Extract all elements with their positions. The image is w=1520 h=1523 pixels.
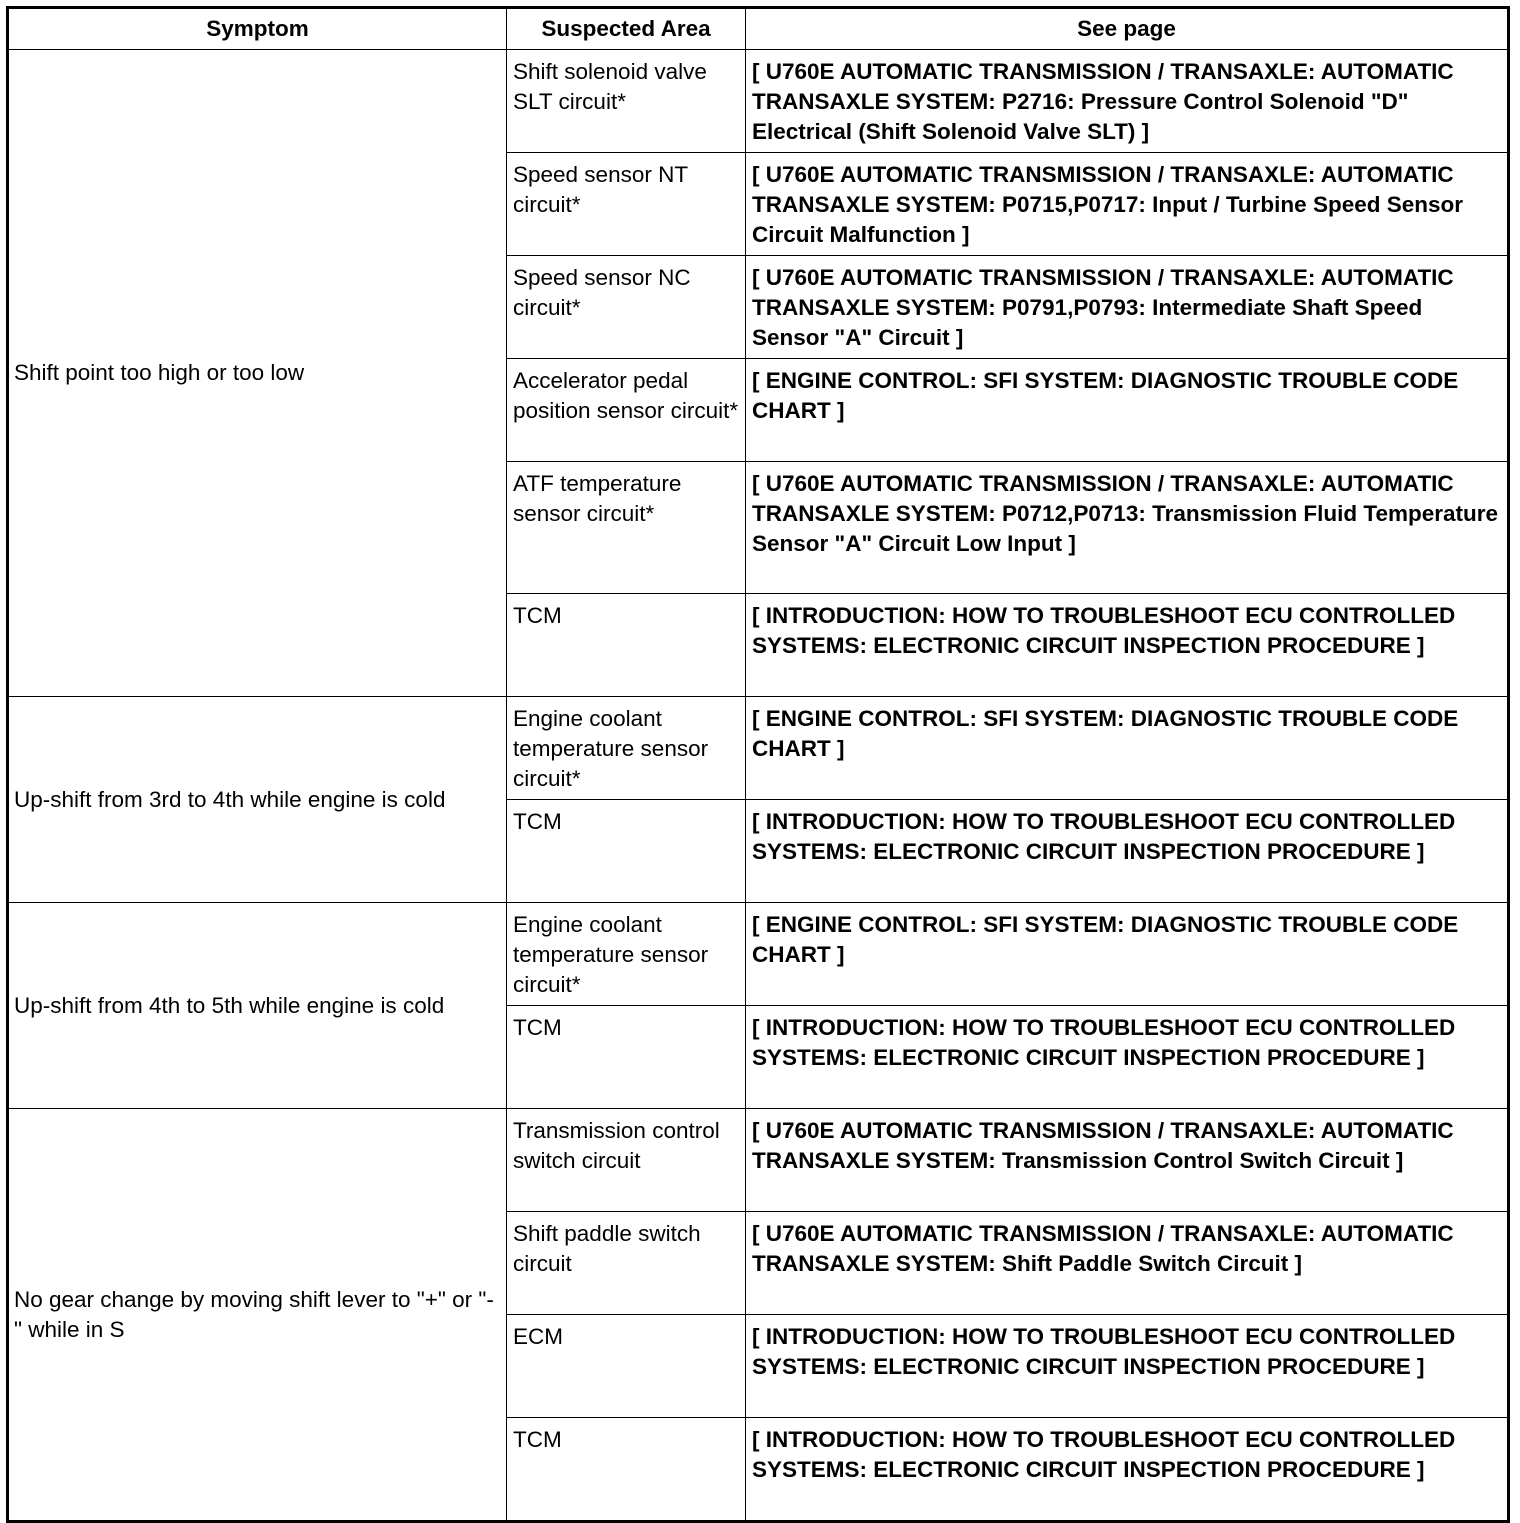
see-page-cell: [ U760E AUTOMATIC TRANSMISSION / TRANSAXLE: AUTOMATIC TRANSAXLE SYSTEM: P0712,P0713: Transmission Fluid Temperature Sensor "A" Circuit Low Input ] [746, 462, 1509, 594]
see-page-cell: [ U760E AUTOMATIC TRANSMISSION / TRANSAXLE: AUTOMATIC TRANSAXLE SYSTEM: Transmission Control Switch Circuit ] [746, 1109, 1509, 1212]
see-page-cell: [ INTRODUCTION: HOW TO TROUBLESHOOT ECU CONTROLLED SYSTEMS: ELECTRONIC CIRCUIT INSPECTION PROCEDURE ] [746, 1418, 1509, 1522]
see-page-cell: [ U760E AUTOMATIC TRANSMISSION / TRANSAXLE: AUTOMATIC TRANSAXLE SYSTEM: P2716: Pressure Control Solenoid "D" Electrical (Shift Solenoid Valve SLT) ] [746, 50, 1509, 153]
suspected-area-cell: ECM [507, 1315, 746, 1418]
symptom-cell: Up-shift from 4th to 5th while engine is cold [8, 903, 507, 1109]
symptom-cell: Shift point too high or too low [8, 50, 507, 697]
see-page-cell: [ ENGINE CONTROL: SFI SYSTEM: DIAGNOSTIC TROUBLE CODE CHART ] [746, 697, 1509, 800]
symptom-cell: Up-shift from 3rd to 4th while engine is cold [8, 697, 507, 903]
table-row [8, 1109, 1509, 1212]
see-page-cell: [ ENGINE CONTROL: SFI SYSTEM: DIAGNOSTIC TROUBLE CODE CHART ] [746, 903, 1509, 1006]
see-page-cell: [ ENGINE CONTROL: SFI SYSTEM: DIAGNOSTIC TROUBLE CODE CHART ] [746, 359, 1509, 462]
suspected-area-cell: Engine coolant temperature sensor circuit* [507, 903, 746, 1006]
suspected-area-cell: ATF temperature sensor circuit* [507, 462, 746, 594]
suspected-area-cell: Accelerator pedal position sensor circuit* [507, 359, 746, 462]
suspected-area-cell: Shift paddle switch circuit [507, 1212, 746, 1315]
see-page-cell: [ U760E AUTOMATIC TRANSMISSION / TRANSAXLE: AUTOMATIC TRANSAXLE SYSTEM: P0715,P0717: Input / Turbine Speed Sensor Circuit Malfunction ] [746, 153, 1509, 256]
see-page-cell: [ INTRODUCTION: HOW TO TROUBLESHOOT ECU CONTROLLED SYSTEMS: ELECTRONIC CIRCUIT INSPECTION PROCEDURE ] [746, 800, 1509, 903]
suspected-area-cell: TCM [507, 800, 746, 903]
suspected-area-cell: TCM [507, 1006, 746, 1109]
see-page-cell: [ U760E AUTOMATIC TRANSMISSION / TRANSAXLE: AUTOMATIC TRANSAXLE SYSTEM: Shift Paddle Switch Circuit ] [746, 1212, 1509, 1315]
suspected-area-cell: Engine coolant temperature sensor circuit* [507, 697, 746, 800]
suspected-area-cell: Transmission control switch circuit [507, 1109, 746, 1212]
suspected-area-cell: Speed sensor NC circuit* [507, 256, 746, 359]
symptom-cell: No gear change by moving shift lever to "+" or "-" while in S [8, 1109, 507, 1522]
see-page-cell: [ U760E AUTOMATIC TRANSMISSION / TRANSAXLE: AUTOMATIC TRANSAXLE SYSTEM: P0791,P0793: Intermediate Shaft Speed Sensor "A" Circuit ] [746, 256, 1509, 359]
header-symptom: Symptom [8, 8, 507, 50]
suspected-area-cell: TCM [507, 594, 746, 697]
suspected-area-cell: Speed sensor NT circuit* [507, 153, 746, 256]
suspected-area-cell: TCM [507, 1418, 746, 1522]
header-row [8, 8, 1509, 50]
troubleshooting-table [6, 6, 1510, 1523]
header-suspected-area: Suspected Area [507, 8, 746, 50]
see-page-cell: [ INTRODUCTION: HOW TO TROUBLESHOOT ECU CONTROLLED SYSTEMS: ELECTRONIC CIRCUIT INSPECTION PROCEDURE ] [746, 1006, 1509, 1109]
table-row [8, 903, 1509, 1006]
see-page-cell: [ INTRODUCTION: HOW TO TROUBLESHOOT ECU CONTROLLED SYSTEMS: ELECTRONIC CIRCUIT INSPECTION PROCEDURE ] [746, 1315, 1509, 1418]
suspected-area-cell: Shift solenoid valve SLT circuit* [507, 50, 746, 153]
header-see-page: See page [746, 8, 1509, 50]
table-row [8, 50, 1509, 153]
see-page-cell: [ INTRODUCTION: HOW TO TROUBLESHOOT ECU CONTROLLED SYSTEMS: ELECTRONIC CIRCUIT INSPECTION PROCEDURE ] [746, 594, 1509, 697]
table-row [8, 697, 1509, 800]
